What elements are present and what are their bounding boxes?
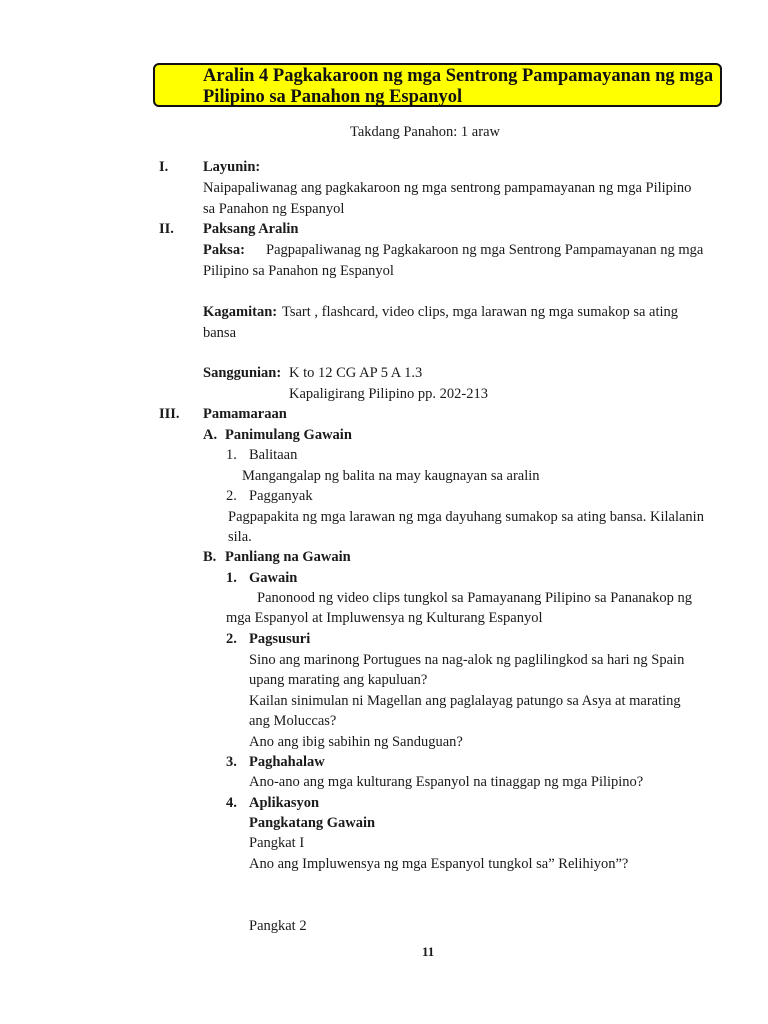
a-item-2-body-line-2: sila.: [228, 529, 252, 545]
a-item-2-body-line-1: Pagpapakita ng mga larawan ng mga dayuhang sumakop sa ating bansa. Kilalanin: [228, 509, 704, 525]
a-item-1-number: 1.: [226, 447, 237, 463]
pagsusuri-q1-line-1: Sino ang marinong Portugues na nag-alok ng paglilingkod sa hari ng Spain: [249, 652, 685, 668]
section-1-heading: Layunin:: [203, 159, 261, 175]
paksa-text-line-2: Pilipino sa Panahon ng Espanyol: [203, 263, 394, 279]
paghahalaw-question: Ano-ano ang mga kulturang Espanyol na tinaggap ng mga Pilipino?: [249, 774, 644, 790]
gawain-text-line-1: Panonood ng video clips tungkol sa Pamayanang Pilipino sa Pananakop ng: [257, 590, 692, 606]
lesson-title-line-1: Aralin 4 Pagkakaroon ng mga Sentrong Pampamayanan ng mga: [203, 66, 714, 86]
layunin-text-line-1: Naipapaliwanag ang pagkakaroon ng mga sentrong pampamayanan ng mga Pilipino: [203, 180, 692, 196]
sanggunian-text-line-2: Kapaligirang Pilipino pp. 202-213: [289, 386, 488, 402]
section-1-numeral: I.: [159, 159, 169, 175]
pagsusuri-q2-line-2: ang Moluccas?: [249, 713, 337, 729]
b-aplikasyon-number: 4.: [226, 795, 237, 811]
sanggunian-label: Sanggunian:: [203, 365, 282, 381]
pangkat-2-label: Pangkat 2: [249, 918, 307, 934]
pangkat-1-label: Pangkat I: [249, 835, 305, 851]
b-gawain-title: Gawain: [249, 570, 298, 586]
paksa-label: Paksa:: [203, 242, 245, 258]
part-a-title: Panimulang Gawain: [225, 427, 352, 443]
pagsusuri-q2-line-1: Kailan sinimulan ni Magellan ang paglalayag patungo sa Asya at marating: [249, 693, 681, 709]
kagamitan-text-line-2: bansa: [203, 325, 237, 341]
b-aplikasyon-title: Aplikasyon: [249, 795, 320, 811]
part-a-label: A.: [203, 427, 218, 443]
section-2-numeral: II.: [159, 221, 174, 237]
section-2-heading: Paksang Aralin: [203, 221, 299, 237]
b-pagsusuri-title: Pagsusuri: [249, 631, 311, 647]
b-paghahalaw-number: 3.: [226, 754, 237, 770]
lesson-title-line-2: Pilipino sa Panahon ng Espanyol: [203, 87, 463, 107]
a-item-2-number: 2.: [226, 488, 237, 504]
gawain-text-line-2: mga Espanyol at Impluwensya ng Kulturang Espanyol: [226, 610, 543, 626]
layunin-text-line-2: sa Panahon ng Espanyol: [203, 201, 345, 217]
b-gawain-number: 1.: [226, 570, 237, 586]
part-b-label: B.: [203, 549, 217, 565]
sanggunian-text-line-1: K to 12 CG AP 5 A 1.3: [289, 365, 423, 381]
part-b-title: Panliang na Gawain: [225, 549, 351, 565]
a-item-1-body: Mangangalap ng balita na may kaugnayan sa aralin: [242, 468, 540, 484]
paksa-text-line-1: Pagpapaliwanag ng Pagkakaroon ng mga Sentrong Pampamayanan ng mga: [266, 242, 704, 258]
kagamitan-text-line-1: Tsart , flashcard, video clips, mga larawan ng mga sumakop sa ating: [282, 304, 679, 320]
pangkatang-gawain-heading: Pangkatang Gawain: [249, 815, 376, 831]
pangkat-1-question: Ano ang Impluwensya ng mga Espanyol tungkol sa” Relihiyon”?: [249, 856, 629, 872]
a-item-1-title: Balitaan: [249, 447, 298, 463]
b-paghahalaw-title: Paghahalaw: [249, 754, 325, 770]
pagsusuri-q1-line-2: upang marating ang kapuluan?: [249, 672, 428, 688]
a-item-2-title: Pagganyak: [249, 488, 313, 504]
pagsusuri-q3: Ano ang ibig sabihin ng Sanduguan?: [249, 734, 463, 750]
section-3-heading: Pamamaraan: [203, 406, 287, 422]
kagamitan-label: Kagamitan:: [203, 304, 278, 320]
b-pagsusuri-number: 2.: [226, 631, 237, 647]
duration-text: Takdang Panahon: 1 araw: [350, 124, 500, 140]
page-number: 11: [422, 944, 435, 959]
section-3-numeral: III.: [159, 406, 180, 422]
